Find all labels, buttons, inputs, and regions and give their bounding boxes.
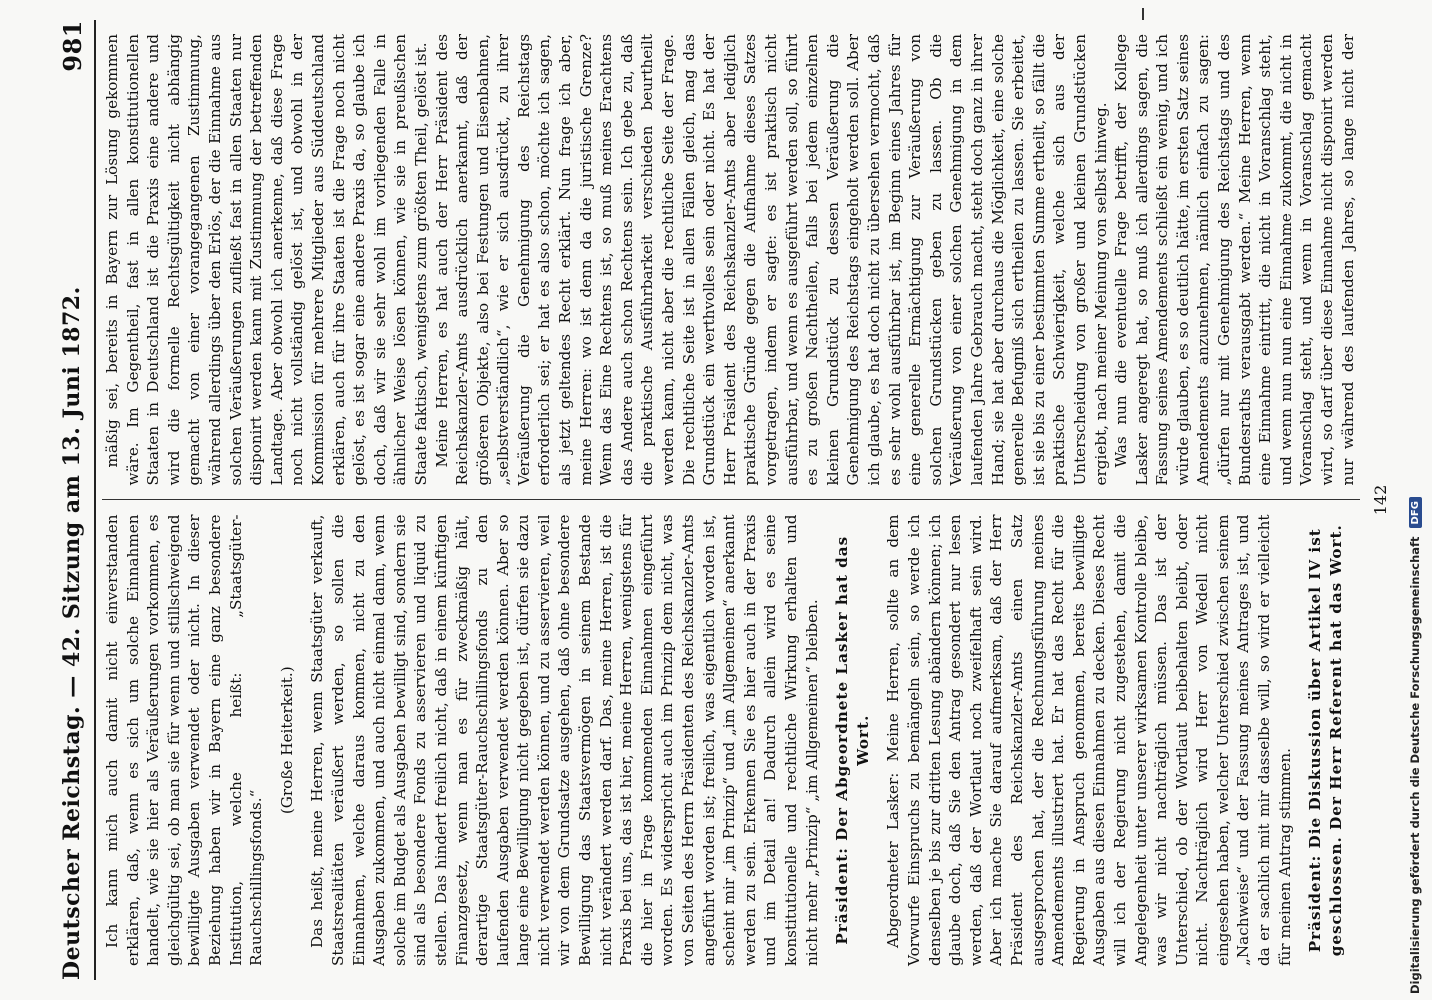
paragraph: Was nun die eventuelle Frage betrifft, der Kollege Lasker angeregt hat, so muß ich allerdings sagen, die Fassung seines Amendements schließt ein wenig, und ich würde glauben, es so deutlich hätte, im ersten Satz seines Amendements anzunehmen, nämlich einfach zu sagen: „dürfen nur mit Genehmigung des Reichstags und des Bundesraths verausgabt werden.“ Meine Herren, wenn eine Einnahme eintritt, die nicht in Voranschlag steht, und wenn nun nun eine Einnahme zukommt, die nicht in Voranschlag steht, und wenn in Voranschlag gemacht wird, so darf über diese Einnahme nicht disponirt werden nur während des laufenden Jahres, so lange nicht der	[1112, 34, 1357, 486]
left-column	[102, 500, 1360, 981]
paragraph: Meine Herren, es hat auch der Herr Präsident des Reichskanzler-Amts ausdrücklich anerkannt, daß der größeren Objekte, also bei Festungen und Eisenbahnen, „selbstverständlich“, wie er sich ausdrückt, zu ihrer Veräußerung die Genehmigung des Reichstags erforderlich sei; er hat es also schon, möchte ich sagen, als jetzt geltendes Recht erklärt. Nun frage ich aber, meine Herren: wo ist denn da die juristische Grenze? Wenn das Eine Rechtens ist, so muß meines Erachtens das Andere auch schon Rechtens sein. Ich gebe zu, daß die praktische Ausführbarkeit verschieden beurtheilt werden kann, nicht aber die rechtliche Seite der Frage. Die rechtliche Seite ist in allen Fällen gleich, mag das Grundstück ein werthvolles sein oder nicht. Es hat der Herr Präsident des Reichskanzler-Amts aber lediglich praktische Gründe gegen die Aufnahme dieses Satzes vorgetragen, indem er sagte: es ist praktisch nicht ausführbar, und wenn es ausgeführt werden soll, so führt es zu großen Nachtheilen, falls bei jedem einzelnen kleinen Grundstück zu dessen Veräußerung die Genehmigung des Reichstags eingeholt werden soll. Aber ich glaube, es hat doch nicht zu übersehen vermocht, daß es sehr wohl ausführbar ist, im Beginn eines Jahres für eine generelle Ermächtigung zur Veräußerung von solchen Grundstücken geben zu lassen. Ob die Veräußerung von einer solchen Genehmigung in dem laufenden Jahre Gebrauch macht, steht doch ganz in ihrer Hand; sie hat aber durchaus die Möglichkeit, eine solche generelle Befugniß sich ertheilen zu lassen. Sie erbeitet, ist sie bis zu einer bestimmten Summe ertheilt, so fällt die praktische Schwierigkeit, welche sich aus der Unterscheidung von großer und kleinen Grundstücken ergiebt, nach meiner Meinung von selbst hinweg.	[432, 34, 1110, 486]
page-title: Deutscher Reichstag. — 42. Sitzung am 13. Juni 1872.	[59, 286, 85, 980]
speaker-line: Präsident: Der Abgeordnete Lasker hat das Wort.	[833, 535, 872, 945]
dfg-logo: DFG	[1409, 497, 1422, 528]
signature-mark: 142	[1371, 484, 1390, 516]
credit-text: Digitalisierung gefördert durch die Deutsche Forschungsgemeinschaft	[1408, 536, 1422, 994]
paragraph: Abgeordneter Lasker: Meine Herren, sollte an dem Vorwurfe Einspruchs zu bemängeln sein, so werde ich denselben je bis zur dritten Lesung abändern können; ich glaube doch, daß Sie den Antrag gesondert nur lesen werden, daß der Wortlaut noch zweifelhaft sein wird. Aber ich mache Sie darauf aufmerksam, daß der Herr Präsident des Reichskanzler-Amts einen Satz ausgesprochen hat, der die Rechnungsführung meines Amendements illustriert hat. Er hat das Recht für die Regierung in Anspruch genommen, bereits bewilligte Ausgaben aus diesen Einnahmen zu decken. Dieses Recht will ich der Regierung nicht zugestehen, damit die Angelegenheit unter unserer wirksamen Kontrolle bleibe, was wir nicht nachträglich müssen. Das ist der Unterschied, ob der Wortlaut beibehalten bleibt, oder nicht. Nachträglich wird Herr von Wedell nicht eingesehen haben, welcher Unterschied zwischen seinem „Nachweise“ und der Fassung meines Antrages ist, und da er sachlich mit mir dasselbe will, so wird er vielleicht für meinen Antrag stimmen.	[884, 514, 1294, 966]
text-columns	[102, 20, 1360, 980]
interjection: (Große Heiterkeit.)	[277, 666, 296, 815]
newspaper-sheet	[40, 0, 1400, 1000]
digitization-credit	[1400, 0, 1430, 1000]
paragraph: mäßig sei, bereits in Bayern zur Lösung gekommen wäre. Im Gegentheil, fast in allen konstitutionellen Staaten in Deutschland ist die Praxis eine andere und wird die formelle Rechtsgültigkeit nicht abhängig gemacht von einer vorangegangenen Zustimmung, während allerdings über den Erlös, der die Einnahme aus solchen Veräußerungen zufließt fast in allen Staaten nur disponirt werden kann mit Zustimmung der betreffenden Landtage. Aber obwohl ich anerkenne, daß diese Frage noch nicht vollständig gelöst ist, und obwohl in der Kommission für mehrere Mitglieder aus Süddeutschland erklären, auch für ihre Staaten ist die Frage noch nicht gelöst, es ist sogar eine andere Praxis da, so glaube ich doch, daß wir sie sehr wohl im vorliegenden Falle in ähnlicher Weise lösen können, wie sie in preußischen Staate faktisch, wenigstens zum größten Theil, gelöst ist.	[103, 34, 430, 486]
page-header	[50, 20, 96, 980]
page-number: 981	[57, 20, 87, 72]
paragraph: Berichterstatter Abgeordneter Miquel: Meine Herren,	[1357, 514, 1360, 948]
paragraph: Ich kann mich auch damit nicht einverstanden erklären, daß, wenn es sich um solche Einnahmen handelt, wie sie hier als Veräußerungen vorkommen, es gleichgültig sei, ob man sie für wenn und stillschweigend bewilligte Ausgaben verwendet oder nicht. In dieser Beziehung haben wir in Bayern eine ganz besondere Institution, welche heißt: „Staatsgüter-Rauchschillingsfonds.“	[103, 514, 266, 966]
right-column	[102, 20, 1360, 500]
speaker-line: Präsident: Die Diskussion über Artikel IV ist geschlossen. Der Herr Referent hat das Wort.	[1306, 524, 1345, 957]
paragraph: Das heißt, meine Herren, wenn Staatsgüter verkauft, Staatsrealitäten veräußert werden, so sollen die Einnahmen, welche daraus kommen, nicht zu den Ausgaben zukommen, und auch nicht einmal dann, wenn solche im Budget als Ausgaben bewilligt sind, sondern sie sind als besondere Fonds zu asservieren und liquid zu stellen. Das hindert freilich nicht, daß in einem künftigen Finanzgesetz, wenn man es für zweckmäßig hält, derartige Staatsgüter-Rauchschillingsfonds zu den laufenden Ausgaben verwendet werden können. Aber so lange eine Bewilligung nicht gegeben ist, dürfen sie dazu nicht verwendet werden können, und zu asservieren, weil wir von dem Grundsatze ausgehen, daß ohne besondere Bewilligung das Staatsvermögen in seinem Bestande nicht verändert werden darf. Das, meine Herren, ist die Praxis bei uns, das ist hier, meine Herren, wenigstens für die hier in Frage kommenden Einnahmen eingeführt worden. Es widerspricht auch im Prinzip dem nicht, was von Seiten des Herrn Präsidenten des Reichskanzler-Amts angeführt worden ist; freilich, was eigentlich worden ist, scheint mir „im Prinzip“ und „im Allgemeinen“ anerkannt werden zu sein. Erkennen Sie es hier auch in der Praxis und im Detail an! Dadurch allein wird es seine konstitutionelle und rechtliche Wirkung erhalten und nicht mehr „Prinzip“ „im Allgemeinen“ bleiben.	[308, 514, 821, 966]
